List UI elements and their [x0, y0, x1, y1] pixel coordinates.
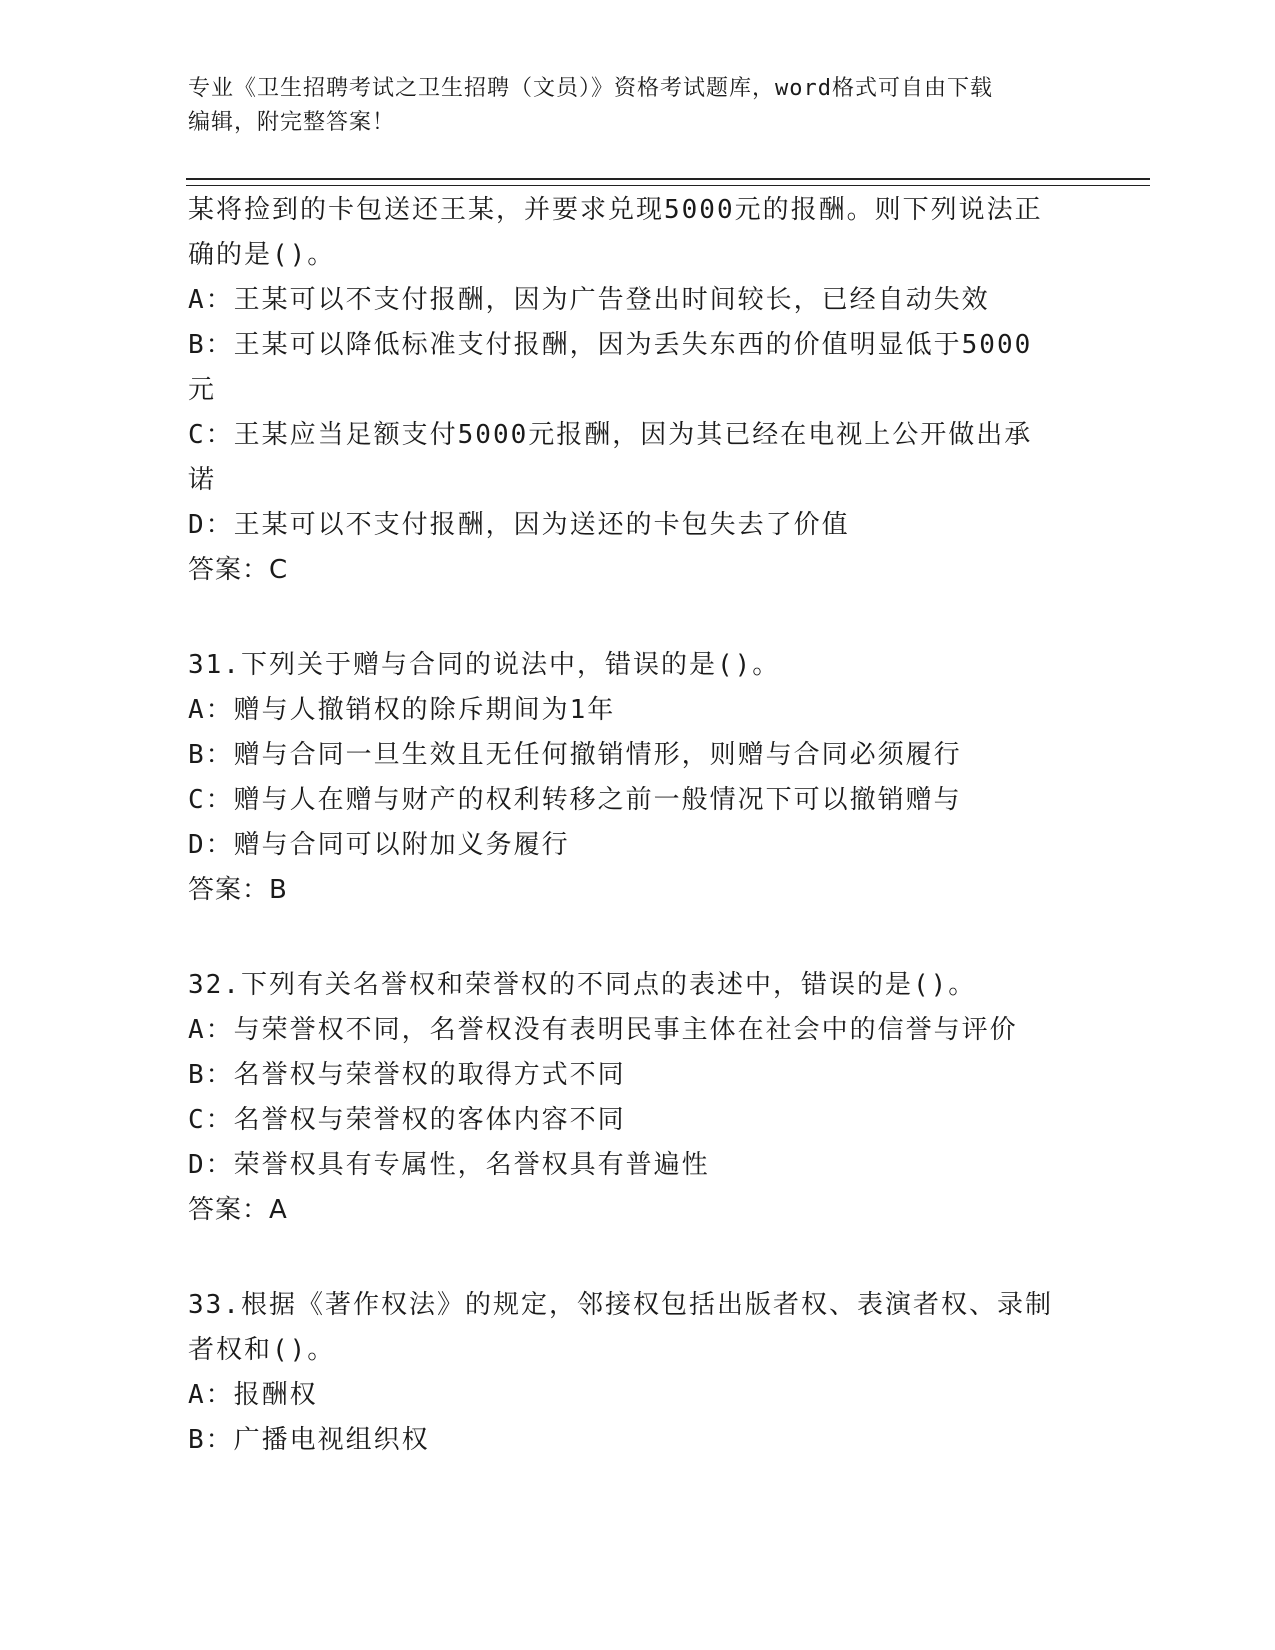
- question-spacer: [188, 1233, 1088, 1283]
- option-a: A：报酬权: [188, 1380, 318, 1410]
- question-stem: 33.根据《著作权法》的规定，邻接权包括出版者权、表演者权、录制: [188, 1290, 1053, 1320]
- option-c: C：名誉权与荣誉权的客体内容不同: [188, 1105, 626, 1135]
- option-c: 诺: [188, 465, 217, 495]
- header-line-2: 编辑，附完整答案！: [188, 110, 396, 135]
- option-b: B：名誉权与荣誉权的取得方式不同: [188, 1060, 626, 1090]
- option-b: B：赠与合同一旦生效且无任何撤销情形，则赠与合同必须履行: [188, 740, 962, 770]
- document-header: [188, 72, 1068, 140]
- question-spacer: [188, 593, 1088, 643]
- option-a: A：赠与人撤销权的除斥期间为1年: [188, 695, 616, 725]
- question-block: [188, 188, 1088, 593]
- question-block: [188, 1283, 1088, 1463]
- option-b: B：王某可以降低标准支付报酬，因为丢失东西的价值明显低于5000: [188, 330, 1033, 360]
- answer-line: 答案：A: [188, 1195, 288, 1225]
- question-stem: 者权和()。: [188, 1335, 336, 1365]
- option-b: B：广播电视组织权: [188, 1425, 430, 1455]
- question-stem: 31.下列关于赠与合同的说法中，错误的是()。: [188, 650, 781, 680]
- question-stem: 确的是()。: [188, 240, 336, 270]
- question-block: [188, 643, 1088, 913]
- header-line-1: 专业《卫生招聘考试之卫生招聘（文员）》资格考试题库，word格式可自由下载: [188, 76, 993, 101]
- header-divider: [186, 178, 1150, 186]
- option-d: D：荣誉权具有专属性，名誉权具有普遍性: [188, 1150, 710, 1180]
- answer-line: 答案：C: [188, 555, 289, 585]
- question-stem: 某将捡到的卡包送还王某，并要求兑现5000元的报酬。则下列说法正: [188, 195, 1043, 225]
- option-c: C：赠与人在赠与财产的权利转移之前一般情况下可以撤销赠与: [188, 785, 962, 815]
- question-stem: 32.下列有关名誉权和荣誉权的不同点的表述中，错误的是()。: [188, 970, 977, 1000]
- option-b: 元: [188, 375, 217, 405]
- option-a: A：王某可以不支付报酬，因为广告登出时间较长，已经自动失效: [188, 285, 990, 315]
- question-list: [188, 188, 1088, 1463]
- option-a: A：与荣誉权不同，名誉权没有表明民事主体在社会中的信誉与评价: [188, 1015, 1018, 1045]
- question-block: [188, 963, 1088, 1233]
- option-c: C：王某应当足额支付5000元报酬，因为其已经在电视上公开做出承: [188, 420, 1033, 450]
- option-d: D：王某可以不支付报酬，因为送还的卡包失去了价值: [188, 510, 850, 540]
- question-spacer: [188, 913, 1088, 963]
- answer-line: 答案：B: [188, 875, 288, 905]
- option-d: D：赠与合同可以附加义务履行: [188, 830, 570, 860]
